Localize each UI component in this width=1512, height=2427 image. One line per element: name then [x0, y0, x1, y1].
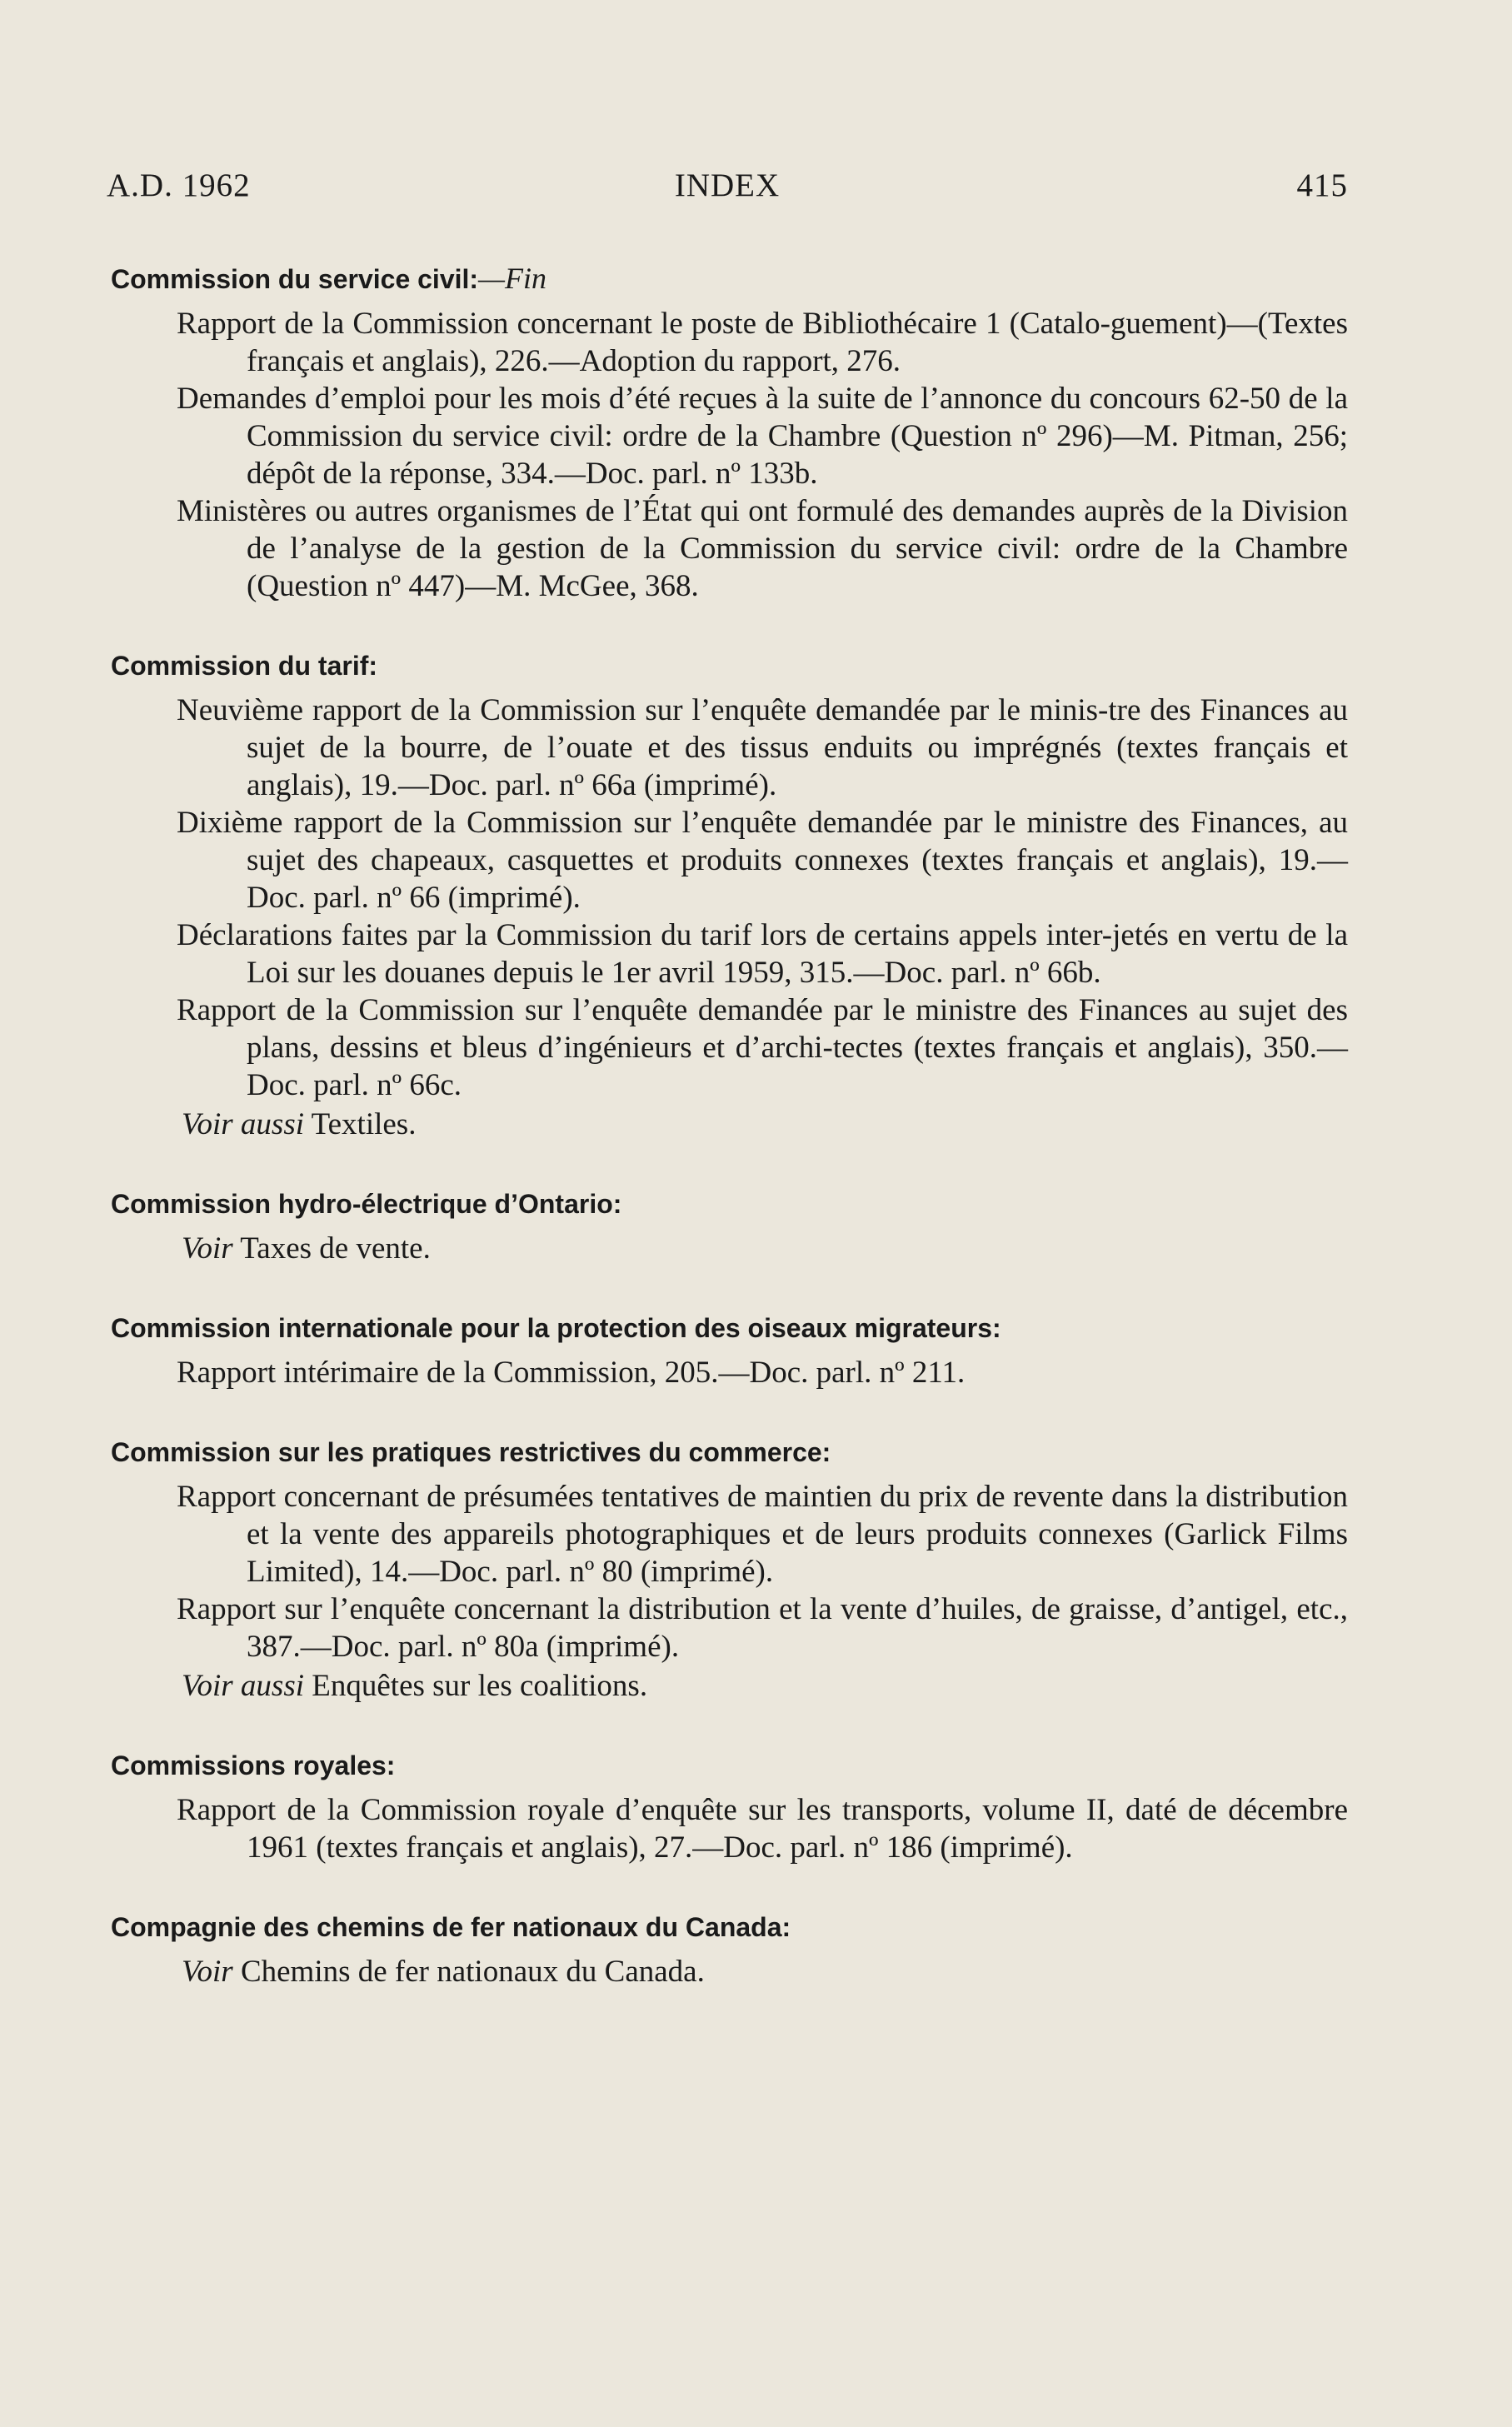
- section-heading: Commission sur les pratiques restrictives du commerce:: [111, 1437, 831, 1467]
- index-entry: Rapport de la Commission royale d’enquête sur les transports, volume II, daté de décembre 1961 (textes français et anglais), 27.—Doc. parl. nº 186 (imprimé).: [177, 1793, 1348, 1865]
- section-heading: Commissions royales:: [111, 1750, 396, 1780]
- cross-reference: Voir Chemins de fer nationaux du Canada.: [182, 1955, 705, 1989]
- index-entry: Rapport de la Commission concernant le poste de Bibliothécaire 1 (Catalo-guement)—(Textes français et anglais), 226.—Adoption du rapport, 276.: [177, 307, 1348, 378]
- index-entry: Dixième rapport de la Commission sur l’enquête demandée par le ministre des Finances, au sujet des chapeaux, casquettes et produits connexes (textes français et anglais), 19.—Doc. parl. nº 66 (imprimé).: [177, 806, 1348, 915]
- section-heading: Commission internationale pour la protection des oiseaux migrateurs:: [111, 1313, 1001, 1343]
- index-content: [107, 258, 1348, 2031]
- index-section: [107, 258, 1348, 605]
- index-entry: Rapport concernant de présumées tentatives de maintien du prix de revente dans la distribution et la vente des appareils photographiques et de leurs produits connexes (Garlick Films Limited), 14.—Doc. parl. nº 80 (imprimé).: [177, 1480, 1348, 1589]
- index-section: [107, 646, 1348, 1143]
- index-section: [107, 1745, 1348, 1866]
- index-entry: Rapport sur l’enquête concernant la distribution et la vente d’huiles, de graisse, d’antigel, etc., 387.—Doc. parl. nº 80a (imprimé).: [177, 1592, 1348, 1664]
- header-year: A.D. 1962: [107, 167, 251, 203]
- index-section: [107, 1907, 1348, 1990]
- running-head: [107, 167, 1348, 217]
- page-number: 415: [1296, 167, 1348, 203]
- index-entry: Demandes d’emploi pour les mois d’été reçues à la suite de l’annonce du concours 62-50 de la Commission du service civil: ordre de la Chambre (Question nº 296)—M. Pitman, 256; dépôt de la réponse, 334.—Doc. parl. nº 133b.: [177, 382, 1348, 491]
- section-heading: Commission du service civil:—Fin: [111, 262, 547, 295]
- index-section: [107, 1432, 1348, 1705]
- index-entry: Rapport intérimaire de la Commission, 205.—Doc. parl. nº 211.: [177, 1356, 966, 1390]
- section-heading: Commission hydro-électrique d’Ontario:: [111, 1189, 622, 1219]
- index-section: [107, 1308, 1348, 1391]
- section-heading: Compagnie des chemins de fer nationaux du Canada:: [111, 1912, 791, 1942]
- cross-reference: Voir aussi Enquêtes sur les coalitions.: [182, 1669, 648, 1703]
- index-section: [107, 1184, 1348, 1267]
- cross-reference: Voir Taxes de vente.: [182, 1231, 431, 1266]
- index-entry: Ministères ou autres organismes de l’État qui ont formulé des demandes auprès de la Division de l’analyse de la gestion de la Commission du service civil: ordre de la Chambre (Question nº 447)—M. McGee, 368.: [177, 494, 1348, 603]
- header-title: INDEX: [674, 167, 781, 203]
- index-entry: Rapport de la Commission sur l’enquête demandée par le ministre des Finances au sujet des plans, dessins et bleus d’ingénieurs et d’archi-tectes (textes français et anglais), 350.—Doc. parl. nº 66c.: [177, 993, 1348, 1102]
- cross-reference: Voir aussi Textiles.: [182, 1107, 417, 1141]
- section-heading: Commission du tarif:: [111, 651, 378, 681]
- index-entry: Déclarations faites par la Commission du tarif lors de certains appels inter-jetés en vertu de la Loi sur les douanes depuis le 1er avril 1959, 315.—Doc. parl. nº 66b.: [177, 918, 1348, 990]
- index-entry: Neuvième rapport de la Commission sur l’enquête demandée par le minis-tre des Finances au sujet de la bourre, de l’ouate et des tissus enduits ou imprégnés (textes français et anglais), 19.—Doc. parl. nº 66a (imprimé).: [177, 693, 1348, 802]
- heading-suffix: —Fin: [478, 262, 547, 295]
